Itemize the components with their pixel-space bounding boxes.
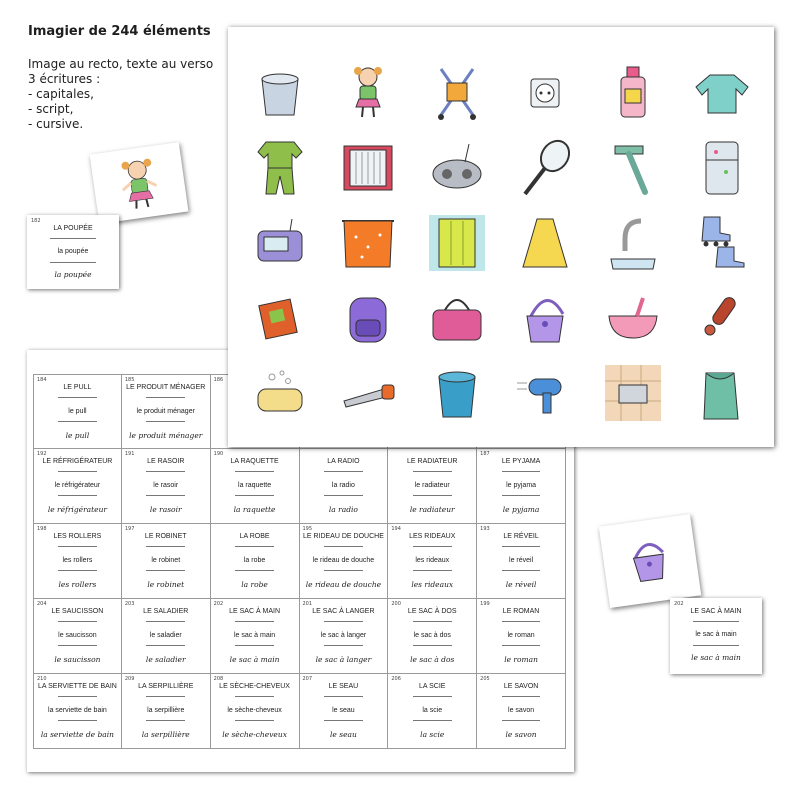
mop-icon [601, 361, 665, 425]
card-script: le saucisson [58, 632, 97, 639]
handbag-picture-card [599, 514, 702, 608]
card-cursive: le savon [505, 730, 537, 739]
shower-curtain-icon [425, 211, 489, 275]
card-cursive: les rideaux [411, 580, 454, 589]
card-capitals: LE SÈCHE-CHEVEUX [219, 683, 290, 690]
word-card [477, 524, 566, 599]
card-script: la serpillière [147, 707, 185, 714]
card-capitals: LE ROBINET [144, 533, 187, 540]
card-number: 208 [213, 676, 224, 682]
word-card [33, 524, 122, 599]
word-card [33, 599, 122, 674]
card-number: 199 [480, 601, 490, 607]
stroller-icon [425, 61, 489, 125]
card-number: 207 [302, 676, 313, 682]
card-script: le pyjama [506, 482, 537, 489]
card-script: le seau [332, 707, 355, 714]
card-cursive: le réveil [505, 580, 537, 589]
card-capitals: LA SERVIETTE DE BAIN [37, 683, 117, 690]
dress-icon [513, 211, 577, 275]
card-cursive: la scie [420, 730, 445, 739]
card-capitals: LE RIDEAU DE DOUCHE [302, 533, 384, 540]
word-card [33, 374, 122, 449]
word-card [300, 524, 389, 599]
card-capitals: LE SEAU [328, 683, 359, 690]
salad-bowl-icon [601, 286, 665, 350]
card-script: le produit ménager [136, 408, 195, 415]
card-cursive: le rasoir [149, 505, 182, 514]
razor-icon [601, 136, 665, 200]
card-capitals: LE RASOIR [147, 458, 185, 465]
diaper-bag-icon [425, 286, 489, 350]
description-text: Image au recto, texte au verso 3 écritures : - capitales, - script, - cursive. [28, 57, 214, 131]
card-script: la raquette [238, 482, 272, 489]
card-cursive: le sèche-cheveux [222, 730, 287, 739]
picture-sheet [228, 27, 774, 447]
backpack-icon [336, 286, 400, 350]
sweater-icon [690, 61, 754, 125]
card-number: 206 [391, 676, 401, 682]
word-card [477, 674, 566, 749]
card-capitals: LA POUPÉE [53, 225, 93, 232]
card-capitals: LE RÉVEIL [503, 533, 539, 540]
card-capitals: LE SAC À DOS [407, 608, 457, 615]
cleaner-bottle-icon [601, 61, 665, 125]
card-script: le savon [508, 707, 535, 714]
card-number: 203 [124, 601, 135, 607]
word-card [211, 674, 300, 749]
card-cursive: le seau [330, 730, 357, 739]
card-cursive: le sac à main [229, 655, 280, 664]
card-script: la scie [422, 707, 443, 714]
word-card [477, 599, 566, 674]
alarm-clock-icon [248, 211, 312, 275]
card-capitals: LE SAC À LANGER [312, 608, 375, 615]
card-script: la poupée [57, 248, 89, 255]
card-capitals: LE RÉFRIGÉRATEUR [42, 458, 113, 465]
handbag-word-card [670, 598, 762, 674]
word-card [300, 599, 389, 674]
card-number: 205 [480, 676, 490, 682]
card-number: 193 [480, 526, 490, 532]
doll-icon [110, 153, 167, 213]
card-cursive: la raquette [233, 505, 276, 514]
card-cursive: le produit ménager [129, 431, 203, 440]
card-number: 184 [37, 377, 47, 383]
card-cursive: le sac à langer [315, 655, 372, 664]
card-number: 209 [124, 676, 135, 682]
word-card [300, 449, 389, 524]
card-number: 190 [213, 451, 224, 457]
card-script: le sèche-cheveux [227, 707, 282, 714]
card-capitals: LA RADIO [327, 458, 360, 465]
word-card [300, 674, 389, 749]
card-number: 202 [213, 601, 224, 607]
card-cursive: les rollers [58, 580, 97, 589]
word-card [33, 449, 122, 524]
doll-word-card [27, 215, 119, 289]
card-number: 198 [37, 526, 47, 532]
page-title: Imagier de 244 éléments [28, 24, 211, 39]
card-cursive: le pyjama [502, 505, 540, 514]
card-cursive: le roman [504, 655, 538, 664]
card-script: les rideaux [415, 557, 450, 564]
card-number: 201 [302, 601, 313, 607]
card-capitals: LE SAUCISSON [51, 608, 104, 615]
card-script: le pull [68, 408, 87, 415]
card-number: 194 [391, 526, 401, 532]
card-cursive: le sac à main [691, 653, 741, 662]
book-icon [248, 286, 312, 350]
card-script: le sac à langer [320, 632, 367, 639]
word-card [122, 374, 211, 449]
word-card [122, 449, 211, 524]
card-capitals: LES ROLLERS [53, 533, 102, 540]
card-number: 204 [37, 601, 47, 607]
word-card [122, 524, 211, 599]
card-cursive: le réfrigérateur [47, 505, 107, 514]
card-number: 195 [302, 526, 313, 532]
handbag-icon [513, 286, 577, 350]
card-capitals: LE ROMAN [502, 608, 540, 615]
card-cursive: le saucisson [54, 655, 101, 664]
card-number: 197 [124, 526, 135, 532]
radio-icon [425, 136, 489, 200]
card-number: 182 [31, 218, 41, 224]
card-number: 200 [391, 601, 401, 607]
card-script: le radiateur [414, 482, 450, 489]
outlet-icon [513, 61, 577, 125]
word-card [388, 599, 477, 674]
word-card [388, 674, 477, 749]
card-capitals: LA RAQUETTE [230, 458, 279, 465]
word-card [477, 449, 566, 524]
card-number: 191 [124, 451, 135, 457]
card-script: la serviette de bain [48, 707, 107, 714]
pajamas-icon [248, 136, 312, 200]
word-card [211, 524, 300, 599]
card-capitals: LE SAC À MAIN [690, 608, 742, 615]
card-cursive: le saladier [145, 655, 186, 664]
card-capitals: LE PULL [63, 384, 92, 391]
card-script: le sac à dos [413, 632, 451, 639]
card-cursive: le robinet [147, 580, 185, 589]
handbag-icon [620, 531, 677, 591]
card-script: le rideau de douche [312, 557, 375, 564]
card-capitals: LE SALADIER [143, 608, 189, 615]
word-card [388, 449, 477, 524]
card-script: les rollers [62, 557, 93, 564]
word-card [33, 674, 122, 749]
card-script: le rasoir [153, 482, 179, 489]
racket-icon [513, 136, 577, 200]
card-capitals: LA SCIE [419, 683, 446, 690]
curtains-icon [336, 211, 400, 275]
card-capitals: LE SAC À MAIN [229, 608, 281, 615]
card-cursive: le pull [65, 431, 90, 440]
bucket-icon [425, 361, 489, 425]
saw-icon [336, 361, 400, 425]
card-script: le robinet [151, 557, 181, 564]
doll-picture-card [90, 142, 189, 224]
card-number: 202 [674, 601, 684, 607]
card-capitals: LES RIDEAUX [409, 533, 456, 540]
word-card [388, 524, 477, 599]
card-capitals: LE RADIATEUR [407, 458, 458, 465]
card-number: 210 [37, 676, 47, 682]
faucet-icon [601, 211, 665, 275]
card-script: le sac à main [233, 632, 276, 639]
card-script: le roman [507, 632, 535, 639]
card-cursive: la serpillière [141, 730, 190, 739]
word-card [211, 449, 300, 524]
card-script: la radio [331, 482, 355, 489]
card-number: 192 [37, 451, 47, 457]
card-number: 187 [480, 451, 490, 457]
card-script: le saladier [149, 632, 182, 639]
doll-icon [336, 61, 400, 125]
towel-icon [690, 361, 754, 425]
card-script: le réfrigérateur [54, 482, 101, 489]
card-cursive: la radio [328, 505, 358, 514]
word-card [122, 599, 211, 674]
card-capitals: LA SERPILLIÈRE [138, 683, 194, 690]
card-capitals: LA ROBE [239, 533, 270, 540]
radiator-icon [336, 136, 400, 200]
card-cursive: le rideau de douche [305, 580, 382, 589]
card-cursive: le radiateur [409, 505, 455, 514]
rollers-icon [690, 211, 754, 275]
card-cursive: la poupée [54, 270, 92, 279]
card-capitals: LE SAVON [503, 683, 539, 690]
card-script: le réveil [509, 557, 534, 564]
card-cursive: le sac à dos [410, 655, 455, 664]
hairdryer-icon [513, 361, 577, 425]
card-capitals: LE PYJAMA [501, 458, 541, 465]
word-card [211, 599, 300, 674]
card-number: 186 [213, 377, 224, 383]
soap-icon [248, 361, 312, 425]
fridge-icon [690, 136, 754, 200]
pot-icon [248, 61, 312, 125]
word-card [122, 674, 211, 749]
sausage-icon [690, 286, 754, 350]
card-script: la robe [243, 557, 266, 564]
card-capitals: LE PRODUIT MÉNAGER [126, 384, 206, 391]
card-number: 185 [124, 377, 135, 383]
card-script: le sac à main [695, 631, 737, 638]
card-cursive: la robe [241, 580, 268, 589]
picture-grid [236, 55, 766, 430]
card-cursive: la serviette de bain [40, 730, 114, 739]
